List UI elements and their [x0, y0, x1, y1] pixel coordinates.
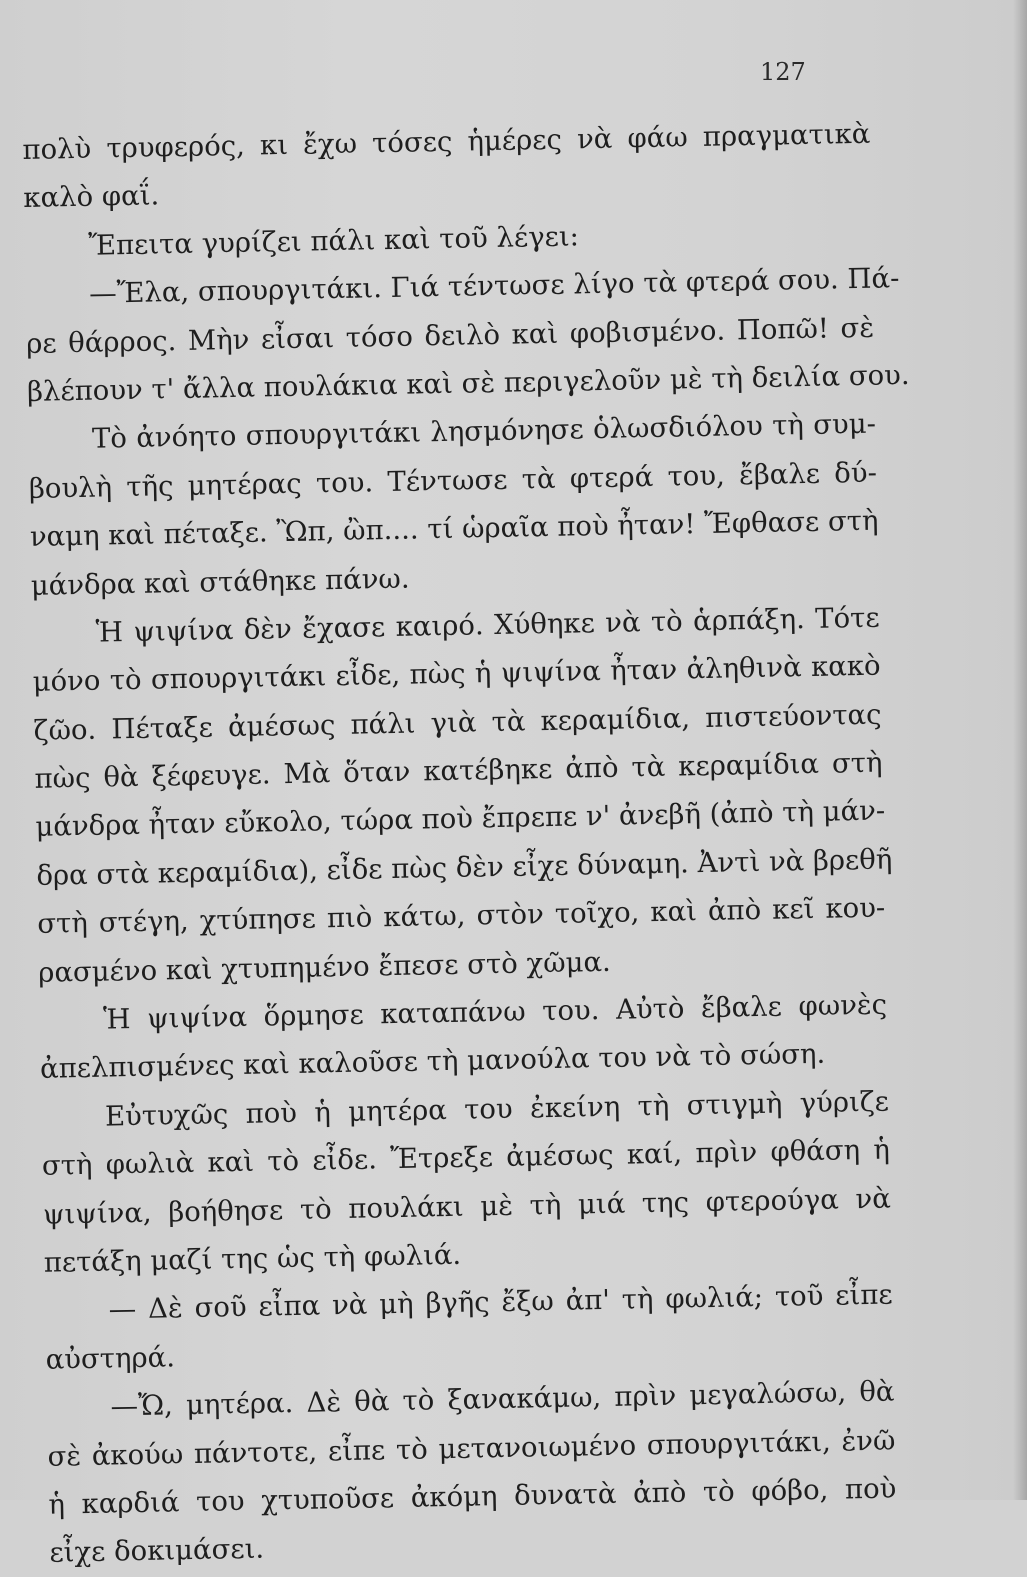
text-line: Εὐτυχῶς ποὺ ἡ μητέρα του ἐκείνη τὴ στιγμὴ γύριζε	[104, 1085, 890, 1133]
text-line: καλὸ φαΐ.	[23, 179, 160, 215]
page-number: 127	[760, 58, 806, 86]
text-line: ἡ καρδιά του χτυποῦσε ἀκόμη δυνατὰ ἀπὸ τὸ φόβο, ποὺ	[48, 1472, 897, 1521]
text-line: πολὺ τρυφερός, κι ἔχω τόσες ἡμέρες νὰ φάω πραγματικὰ	[22, 117, 871, 166]
text-line: Ἔπειτα γυρίζει πάλι καὶ τοῦ λέγει:	[87, 220, 580, 262]
body-text	[22, 110, 910, 1577]
text-line: βουλὴ τῆς μητέρας του. Τέντωσε τὰ φτερά του, ἔβαλε δύ-	[28, 456, 878, 505]
text-line: ρασμένο καὶ χτυπημένο ἔπεσε στὸ χῶμα.	[37, 945, 612, 989]
text-line: ναμη καὶ πέταξε. Ὢπ, ὢπ.... τί ὡραῖα ποὺ ἦταν! Ἔφθασε στὴ	[29, 504, 879, 554]
text-line: ψιψίνα, βοήθησε τὸ πουλάκι μὲ τὴ μιά της φτερούγα νὰ	[42, 1182, 892, 1231]
text-line: — Δὲ σοῦ εἶπα νὰ μὴ βγῆς ἔξω ἀπ' τὴ φωλιά; τοῦ εἶπε	[108, 1278, 893, 1326]
text-line: στὴ φωλιὰ καὶ τὸ εἶδε. Ἔτρεξε ἀμέσως καί, πρὶν φθάση ἡ	[41, 1133, 891, 1183]
binding-shadow	[1013, 0, 1027, 1500]
text-line: μάνδρα καὶ στάθηκε πάνω.	[30, 562, 410, 602]
text-line: πετάξη μαζί της ὡς τὴ φωλιά.	[43, 1238, 462, 1279]
text-line: —Ὤ, μητέρα. Δὲ θὰ τὸ ξανακάμω, πρὶν μεγαλώσω, θὰ	[110, 1375, 895, 1423]
text-line: μάνδρα ἦταν εὔκολο, τώρα ποὺ ἔπρεπε ν' ἀνεβῆ (ἀπὸ τὴ μάν-	[35, 795, 886, 844]
text-line: Ἡ ψιψίνα ὅρμησε καταπάνω του. Αὐτὸ ἔβαλε φωνὲς	[102, 988, 888, 1036]
text-line: βλέπουν τ' ἄλλα πουλάκια καὶ σὲ περιγελοῦν μὲ τὴ δειλία σου.	[26, 358, 910, 408]
text-line: δρα στὰ κεραμίδια), εἶδε πὼς δὲν εἶχε δύναμη. Ἀντὶ νὰ βρεθῆ	[36, 843, 893, 892]
text-line: Ἡ ψιψίνα δὲν ἔχασε καιρό. Χύθηκε νὰ τὸ ἁρπάξη. Τότε	[95, 601, 880, 649]
text-line: μόνο τὸ σπουργιτάκι εἶδε, πὼς ἡ ψιψίνα ἦταν ἀληθινὰ κακὸ	[32, 649, 881, 699]
text-line: ρε θάρρος. Μὴν εἶσαι τόσο δειλὸ καὶ φοβισμένο. Ποπῶ! σὲ	[25, 311, 875, 360]
text-line: ζῶο. Πέταξε ἀμέσως πάλι γιὰ τὰ κεραμίδια, πιστεύοντας	[33, 698, 882, 747]
text-line: ἀπελπισμένες καὶ καλοῦσε τὴ μανούλα του νὰ τὸ σώση.	[39, 1038, 826, 1086]
text-line: εἶχε δοκιμάσει.	[49, 1532, 265, 1570]
text-line: πὼς θὰ ξέφευγε. Μὰ ὅταν κατέβηκε ἀπὸ τὰ κεραμίδια στὴ	[34, 746, 883, 795]
text-line: Τὸ ἀνόητο σπουργιτάκι λησμόνησε ὁλωσδιόλου τὴ συμ-	[91, 408, 877, 456]
text-line: αὐστηρά.	[45, 1341, 176, 1376]
text-line: στὴ στέγη, χτύπησε πιὸ κάτω, στὸν τοῖχο, καὶ ἀπὸ κεῖ κου-	[37, 891, 886, 941]
text-line: σὲ ἀκούω πάντοτε, εἶπε τὸ μετανοιωμένο σπουργιτάκι, ἐνῶ	[47, 1424, 896, 1473]
text-line: —Ἔλα, σπουργιτάκι. Γιά τέντωσε λίγο τὰ φτερά σου. Πά-	[88, 262, 900, 310]
